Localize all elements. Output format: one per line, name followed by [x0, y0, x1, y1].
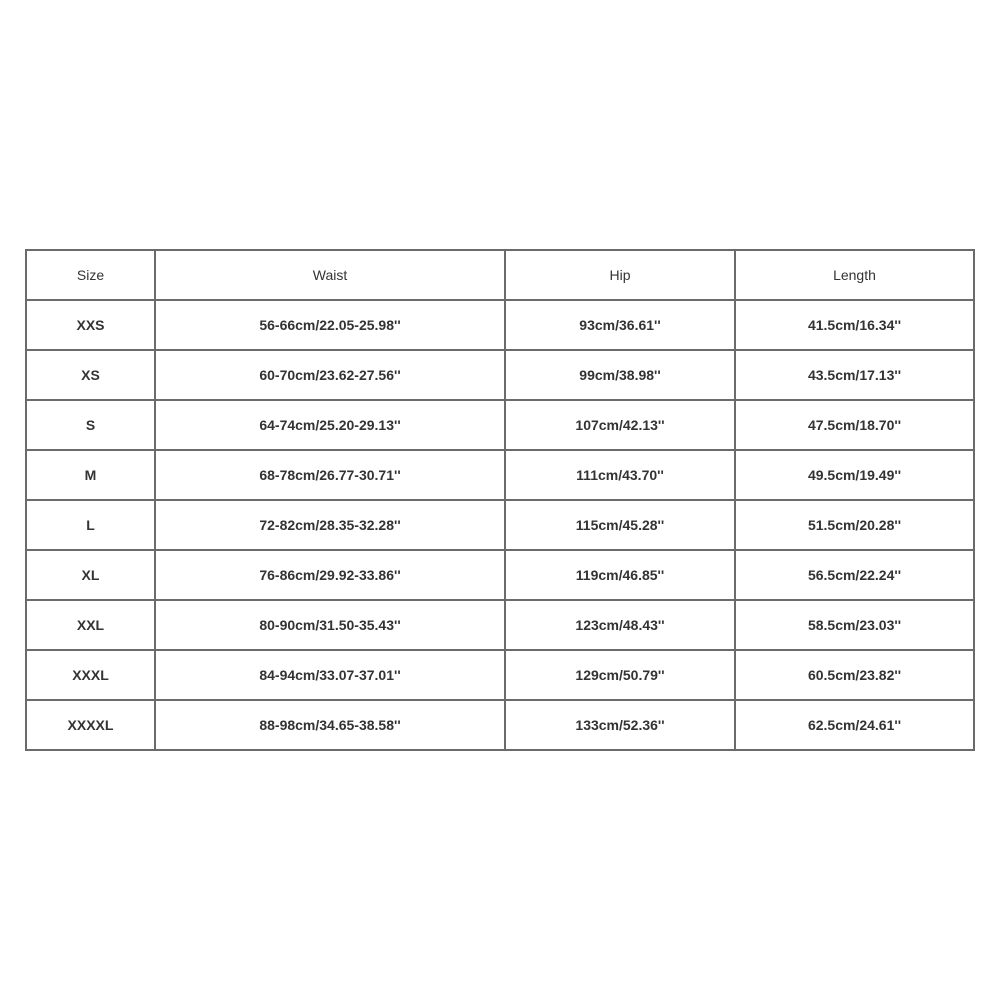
- waist-cell: 64-74cm/25.20-29.13'': [155, 400, 505, 450]
- size-cell: L: [26, 500, 155, 550]
- hip-cell: 119cm/46.85'': [505, 550, 735, 600]
- size-cell: XXXL: [26, 650, 155, 700]
- size-cell: XXL: [26, 600, 155, 650]
- size-cell: XXS: [26, 300, 155, 350]
- table-row: [26, 500, 974, 550]
- hip-cell: 107cm/42.13'': [505, 400, 735, 450]
- waist-cell: 60-70cm/23.62-27.56'': [155, 350, 505, 400]
- header-size: Size: [26, 250, 155, 300]
- length-cell: 60.5cm/23.82'': [735, 650, 974, 700]
- waist-cell: 76-86cm/29.92-33.86'': [155, 550, 505, 600]
- length-cell: 56.5cm/22.24'': [735, 550, 974, 600]
- size-cell: M: [26, 450, 155, 500]
- length-cell: 49.5cm/19.49'': [735, 450, 974, 500]
- table-row: [26, 300, 974, 350]
- waist-cell: 72-82cm/28.35-32.28'': [155, 500, 505, 550]
- length-cell: 58.5cm/23.03'': [735, 600, 974, 650]
- size-cell: XXXXL: [26, 700, 155, 750]
- table-body: [26, 300, 974, 750]
- header-length: Length: [735, 250, 974, 300]
- waist-cell: 56-66cm/22.05-25.98'': [155, 300, 505, 350]
- length-cell: 51.5cm/20.28'': [735, 500, 974, 550]
- hip-cell: 93cm/36.61'': [505, 300, 735, 350]
- table-row: [26, 650, 974, 700]
- waist-cell: 80-90cm/31.50-35.43'': [155, 600, 505, 650]
- waist-cell: 88-98cm/34.65-38.58'': [155, 700, 505, 750]
- length-cell: 43.5cm/17.13'': [735, 350, 974, 400]
- waist-cell: 68-78cm/26.77-30.71'': [155, 450, 505, 500]
- table-row: [26, 600, 974, 650]
- hip-cell: 123cm/48.43'': [505, 600, 735, 650]
- table-row: [26, 550, 974, 600]
- hip-cell: 99cm/38.98'': [505, 350, 735, 400]
- length-cell: 62.5cm/24.61'': [735, 700, 974, 750]
- size-cell: XS: [26, 350, 155, 400]
- length-cell: 47.5cm/18.70'': [735, 400, 974, 450]
- hip-cell: 133cm/52.36'': [505, 700, 735, 750]
- table-header: [26, 250, 974, 300]
- hip-cell: 115cm/45.28'': [505, 500, 735, 550]
- table-row: [26, 350, 974, 400]
- waist-cell: 84-94cm/33.07-37.01'': [155, 650, 505, 700]
- hip-cell: 129cm/50.79'': [505, 650, 735, 700]
- header-hip: Hip: [505, 250, 735, 300]
- table-row: [26, 700, 974, 750]
- header-waist: Waist: [155, 250, 505, 300]
- hip-cell: 111cm/43.70'': [505, 450, 735, 500]
- size-cell: S: [26, 400, 155, 450]
- header-row: [26, 250, 974, 300]
- size-cell: XL: [26, 550, 155, 600]
- table-row: [26, 450, 974, 500]
- length-cell: 41.5cm/16.34'': [735, 300, 974, 350]
- size-chart-table: [25, 249, 975, 751]
- table-row: [26, 400, 974, 450]
